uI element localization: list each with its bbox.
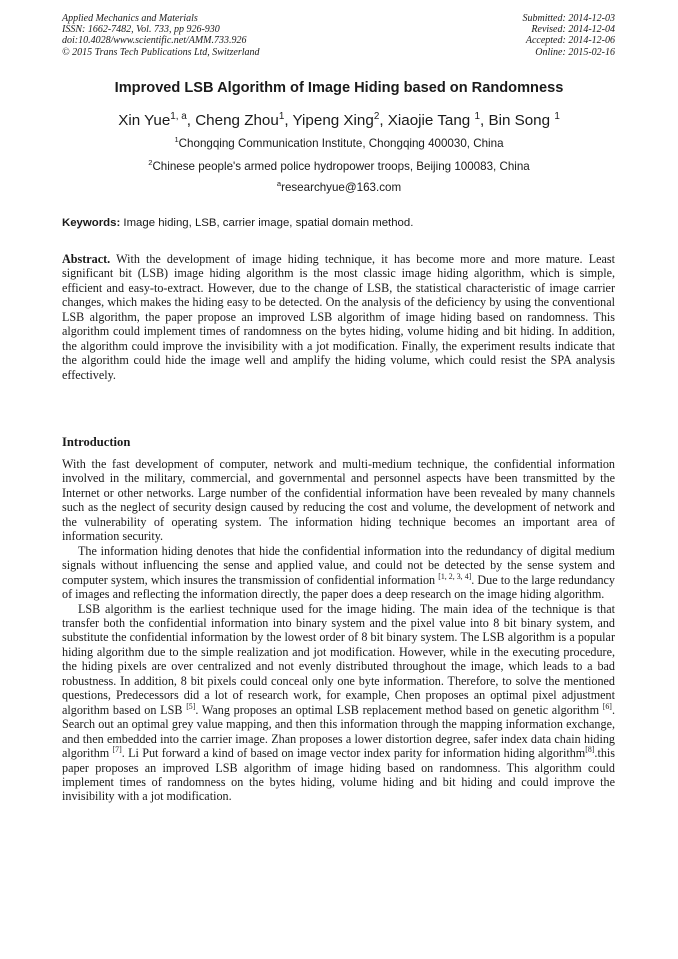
keywords bbox=[62, 217, 615, 229]
author-name: Xin Yue bbox=[118, 112, 171, 129]
citation-ref: [8] bbox=[585, 745, 595, 755]
author-sup: 1 bbox=[554, 110, 560, 122]
date-revised: Revised: 2014-12-04 bbox=[531, 24, 615, 36]
journal-header-right bbox=[523, 13, 616, 58]
author-sep: , bbox=[186, 112, 196, 129]
intro-p3-text: .this paper proposes an improved LSB algorithm of image hiding based on randomness. This algorithm could implement times of randomness on the bytes hiding, volume hiding and bit hiding and could improve the invisibility with a jot modification. bbox=[62, 746, 615, 804]
intro-p2-text: The information hiding denotes that hide the confidential information into the redundancy of digital medium signals without influencing the sense and applied value, and could not be detected by the sense system and computer system, which insures the transmission of confidential information bbox=[62, 543, 615, 587]
author-sep: , bbox=[479, 112, 489, 129]
date-online: Online: 2015-02-16 bbox=[535, 46, 615, 58]
intro-paragraph-1: With the fast development of computer, network and multi-medium technique, the confidential information involved in the military, commercial, and governmental and personnel aspects have been transmitted by the Internet or other networks. Large number of the confidential information have been revealed by many channels such as the neglect of security design caused by reducing the cost and volume, the development of network and the vulnerability of operating system. The information hiding technique becomes an important area of information security. bbox=[62, 457, 615, 544]
intro-paragraph-3 bbox=[62, 602, 615, 804]
citation-ref: [5] bbox=[186, 701, 196, 711]
author-sup: 1 bbox=[278, 110, 285, 122]
author-name: Cheng Zhou bbox=[195, 112, 279, 129]
author-name: Bin Song bbox=[488, 112, 555, 129]
author-sup: 2 bbox=[373, 110, 380, 122]
affiliation-2 bbox=[0, 160, 678, 173]
author-sep: , bbox=[379, 112, 388, 129]
affiliation-sup: 2 bbox=[148, 158, 153, 168]
journal-issn: ISSN: 1662-7482, Vol. 733, pp 926-930 bbox=[62, 24, 220, 36]
journal-copyright: © 2015 Trans Tech Publications Ltd, Switzerland bbox=[62, 46, 260, 58]
affiliation-sup: 1 bbox=[174, 135, 179, 145]
author-sup: 1, a bbox=[170, 110, 187, 122]
author-name: Xiaojie Tang bbox=[387, 112, 475, 129]
author-sep: , bbox=[284, 112, 293, 129]
author-name: Yipeng Xing bbox=[292, 112, 374, 129]
journal-name: Applied Mechanics and Materials bbox=[62, 13, 198, 24]
affiliation-text: Chongqing Communication Institute, Chongqing 400030, China bbox=[178, 137, 504, 150]
journal-header-left bbox=[62, 13, 260, 58]
abstract-label: Abstract. bbox=[62, 252, 111, 266]
email-text: researchyue@163.com bbox=[281, 181, 402, 194]
abstract-text: With the development of image hiding technique, it has become more and more mature. Least significant bit (LSB) image hiding algorithm is the most classic image hiding algorithm, which is simple, efficient and easy-to-extract. However, due to the change of LSB, the statistical characteristic of image carrier changes, which makes the hiding easy to be detected. On the analysis of the deficiency by using the conventional LSB algorithm, the paper propose an improved LSB algorithm of image hiding based on randomness. This algorithm could implement times of randomness on the bytes hiding, volume hiding and bit hiding. In addition, the algorithm could improve the invisibility with a jot modification. Finally, the experiment results indicate that the algorithm could hide the image well and amplify the hiding volume, which could resist the SPA analysis effectively. bbox=[62, 252, 615, 382]
intro-p3-text: . Wang proposes an optimal LSB replacement method based on genetic algorithm bbox=[195, 702, 603, 717]
journal-doi: doi:10.4028/www.scientific.net/AMM.733.926 bbox=[62, 35, 247, 47]
citation-ref: [1, 2, 3, 4] bbox=[438, 571, 472, 581]
intro-p3-text: LSB algorithm is the earliest technique used for the image hiding. The main idea of the technique is that transfer both the confidential information into binary system and the pixel value into 8 bit binary system, and substitute the confidential information by the lowest order of 8 bit binary system. The LSB algorithm is a popular hiding algorithm due to the simple realization and jot modification. However, while in the executing procedure, the hiding pixels are over centralized and not evenly distributed throughout the image, which leads to a bad robustness. In addition, 8 bit pixels could conceal only one byte information. Therefore, to solve the mentioned questions, Predecessors did a lot of research work, for example, Chen proposes an optimal pixel adjustment algorithm based on LSB bbox=[62, 601, 615, 717]
section-heading-introduction: Introduction bbox=[62, 435, 131, 449]
author-email bbox=[0, 181, 678, 194]
introduction-body bbox=[62, 457, 615, 804]
affiliation-text: Chinese people's armed police hydropower troops, Beijing 100083, China bbox=[152, 160, 530, 173]
date-accepted: Accepted: 2014-12-06 bbox=[525, 35, 615, 47]
abstract bbox=[62, 252, 615, 382]
intro-p2-text: . Due to the large redundancy of images and reflecting the information directly, the paper does a deep research on the image hiding algorithm. bbox=[62, 572, 615, 602]
author-sup: 1 bbox=[474, 110, 480, 122]
citation-ref: [7] bbox=[112, 745, 122, 755]
author-list bbox=[0, 112, 678, 129]
email-sup: a bbox=[276, 179, 282, 189]
keywords-text: Image hiding, LSB, carrier image, spatial domain method. bbox=[120, 217, 414, 229]
citation-ref: [6] bbox=[602, 701, 612, 711]
affiliation-1 bbox=[0, 137, 678, 150]
intro-p3-text: . Search out an optimal grey value mapping, and then this information through the mapping information exchange, and then embedded into the carrier image. Zhan proposes a lower distortion degree, safer index data chain hiding algorithm bbox=[62, 702, 615, 761]
intro-p3-text: . Li Put forward a kind of based on image vector index parity for information hiding algorithm bbox=[121, 746, 586, 761]
intro-paragraph-2 bbox=[62, 544, 615, 602]
date-submitted: Submitted: 2014-12-03 bbox=[522, 13, 615, 24]
keywords-label: Keywords: bbox=[62, 217, 121, 229]
paper-title: Improved LSB Algorithm of Image Hiding based on Randomness bbox=[114, 80, 564, 96]
